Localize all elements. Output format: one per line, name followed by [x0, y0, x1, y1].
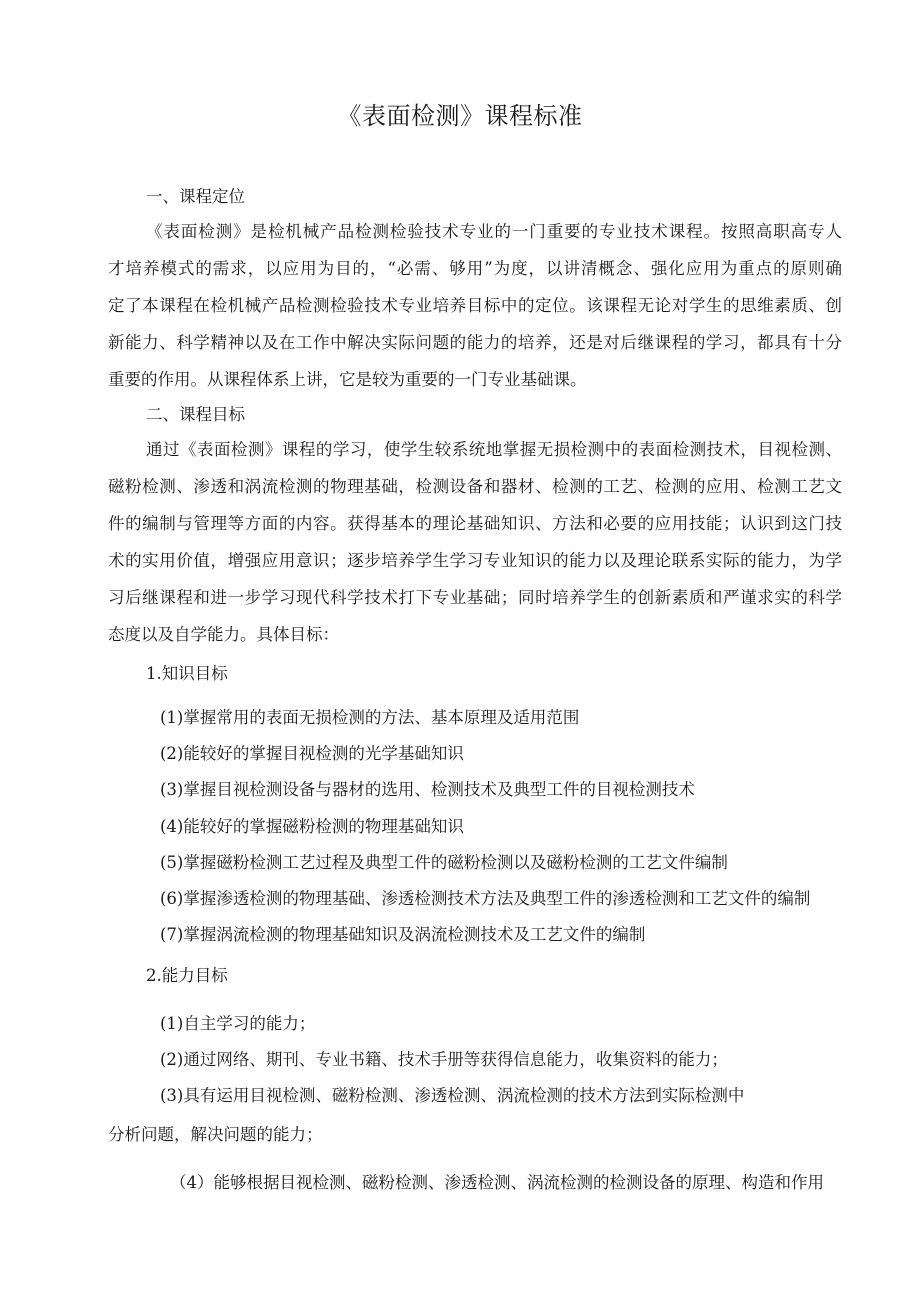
paragraph-line: 重要的作用。从课程体系上讲，它是较为重要的一门专业基础课。 [108, 370, 587, 389]
paragraph-line: 《表面检测》是检机械产品检测检验技术专业的一门重要的专业技术课程。按照高职高专人 [146, 222, 842, 241]
section-heading-goals: 二、课程目标 [146, 405, 245, 424]
list-item: (1)掌握常用的表面无损检测的方法、基本原理及适用范围 [160, 708, 580, 727]
paragraph-line: 新能力、科学精神以及在工作中解决实际问题的能力的培养，还是对后继课程的学习，都具有十分 [108, 333, 842, 352]
list-item: (2)通过网络、期刊、专业书籍、技术手册等获得信息能力，收集资料的能力； [160, 1050, 728, 1069]
section-heading-positioning: 一、课程定位 [146, 187, 245, 206]
paragraph-line: 定了本课程在检机械产品检测检验技术专业培养目标中的定位。该课程无论对学生的思维素质、创 [108, 296, 842, 315]
document-title: 《表面检测》课程标准 [337, 102, 583, 130]
paragraph-line: 磁粉检测、渗透和涡流检测的物理基础，检测设备和器材、检测的工艺、检测的应用、检测工艺文 [108, 477, 842, 496]
list-item: (1)自主学习的能力； [160, 1014, 316, 1033]
paragraph-line: 通过《表面检测》课程的学习，使学生较系统地掌握无损检测中的表面检测技术，目视检测、 [146, 440, 842, 459]
list-item: (2)能较好的掌握目视检测的光学基础知识 [160, 744, 464, 763]
list-item-continuation: 分析问题，解决问题的能力； [108, 1125, 323, 1144]
subheading-ability-goals: 2.能力目标 [146, 966, 228, 985]
paragraph-line: 才培养模式的需求，以应用为目的，“必需、够用”为度，以讲清概念、强化应用为重点的原则确 [108, 259, 842, 278]
list-item: (3)具有运用目视检测、磁粉检测、渗透检测、涡流检测的技术方法到实际检测中 [160, 1086, 745, 1105]
list-item: (4)能较好的掌握磁粉检测的物理基础知识 [160, 817, 464, 836]
paragraph-line: 习后继课程和进一步学习现代科学技术打下专业基础；同时培养学生的创新素质和严谨求实的科学 [108, 588, 842, 607]
list-item: (7)掌握涡流检测的物理基础知识及涡流检测技术及工艺文件的编制 [160, 925, 646, 944]
list-item: (6)掌握渗透检测的物理基础、渗透检测技术方法及典型工件的渗透检测和工艺文件的编制 [160, 889, 811, 908]
paragraph-line: 术的实用价值，增强应用意识；逐步培养学生学习专业知识的能力以及理论联系实际的能力，为学 [108, 551, 842, 570]
list-item: （4）能够根据目视检测、磁粉检测、渗透检测、涡流检测的检测设备的原理、构造和作用 [170, 1173, 824, 1192]
list-item: (3)掌握目视检测设备与器材的选用、检测技术及典型工件的目视检测技术 [160, 780, 695, 799]
list-item: (5)掌握磁粉检测工艺过程及典型工件的磁粉检测以及磁粉检测的工艺文件编制 [160, 853, 728, 872]
subheading-knowledge-goals: 1.知识目标 [146, 664, 228, 683]
paragraph-line: 件的编制与管理等方面的内容。获得基本的理论基础知识、方法和必要的应用技能；认识到这门技 [108, 514, 842, 533]
paragraph-line: 态度以及自学能力。具体目标： [108, 625, 339, 644]
